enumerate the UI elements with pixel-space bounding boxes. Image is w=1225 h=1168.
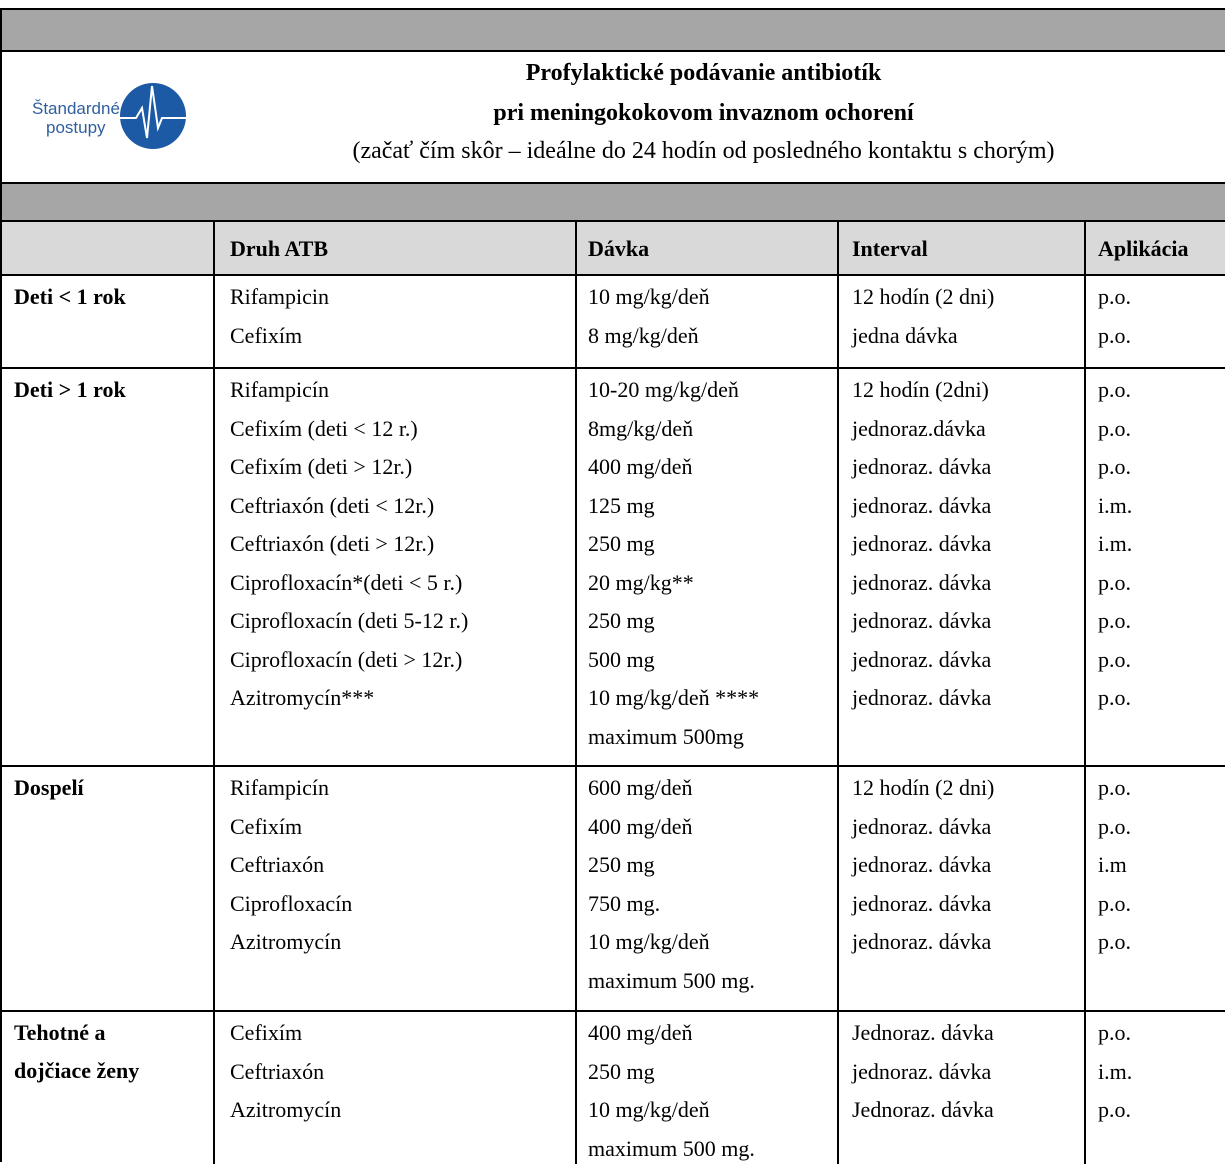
cell-interval: jednoraz. dávka [852, 679, 991, 718]
cell-route: p.o. [1098, 317, 1131, 356]
col-header-dose: Dávka [588, 236, 649, 262]
cell-interval: jednoraz. dávka [852, 846, 991, 885]
cell-route: p.o. [1098, 1091, 1131, 1130]
cell-drug: Rifampicín [230, 769, 329, 808]
col-header-interval: Interval [852, 236, 928, 262]
column-divider [837, 222, 839, 1164]
cell-route: p.o. [1098, 278, 1131, 317]
cell-dose: maximum 500mg [588, 718, 744, 757]
cell-drug: Ceftriaxón [230, 846, 324, 885]
cell-drug: Ciprofloxacín*(deti < 5 r.) [230, 564, 462, 603]
cell-interval: jednoraz. dávka [852, 525, 991, 564]
cell-route: i.m. [1098, 1053, 1132, 1092]
cell-route: p.o. [1098, 448, 1131, 487]
column-divider [1084, 222, 1086, 1164]
cell-interval: 12 hodín (2 dni) [852, 278, 994, 317]
cell-drug: Ceftriaxón (deti < 12r.) [230, 487, 434, 526]
cell-interval: 12 hodín (2dni) [852, 371, 989, 410]
cell-dose: 8mg/kg/deň [588, 410, 693, 449]
cell-route: p.o. [1098, 410, 1131, 449]
cell-route: p.o. [1098, 564, 1131, 603]
cell-drug: Ciprofloxacín [230, 885, 352, 924]
cell-dose: maximum 500 mg. [588, 962, 755, 1001]
cell-dose: 250 mg [588, 525, 655, 564]
column-divider [575, 222, 577, 1164]
logo-text-1: Štandardné [32, 99, 120, 118]
cell-dose: 125 mg [588, 487, 655, 526]
document-frame [0, 8, 1225, 1162]
cell-interval: 12 hodín (2 dni) [852, 769, 994, 808]
column-divider [213, 222, 215, 1164]
cell-interval: jedna dávka [852, 317, 958, 356]
cell-route: p.o. [1098, 769, 1131, 808]
cell-route: i.m [1098, 846, 1127, 885]
cell-dose: 600 mg/deň [588, 769, 693, 808]
cell-drug: Cefixím [230, 1014, 302, 1053]
subtitle: (začať čím skôr – ideálne do 24 hodín od posledného kontaktu s chorým) [182, 138, 1225, 165]
cell-dose: 250 mg [588, 1053, 655, 1092]
cell-interval: jednoraz. dávka [852, 448, 991, 487]
cell-dose: 500 mg [588, 641, 655, 680]
cell-drug: Azitromycín [230, 1091, 341, 1130]
cell-drug: Cefixím [230, 808, 302, 847]
cell-route: p.o. [1098, 641, 1131, 680]
cell-dose: 10-20 mg/kg/deň [588, 371, 739, 410]
cell-route: p.o. [1098, 371, 1131, 410]
cell-dose: maximum 500 mg. [588, 1130, 755, 1168]
cell-route: i.m. [1098, 525, 1132, 564]
cell-drug: Rifampicin [230, 278, 329, 317]
cell-interval: jednoraz. dávka [852, 564, 991, 603]
cell-drug: Ciprofloxacín (deti > 12r.) [230, 641, 462, 680]
cell-interval: jednoraz. dávka [852, 808, 991, 847]
cell-dose: 10 mg/kg/deň [588, 1091, 710, 1130]
group-label: Deti < 1 rok [14, 278, 126, 316]
cell-dose: 400 mg/deň [588, 1014, 693, 1053]
cell-route: p.o. [1098, 923, 1131, 962]
group-divider [2, 1010, 1225, 1012]
cell-drug: Cefixím [230, 317, 302, 356]
cell-drug: Ciprofloxacín (deti 5-12 r.) [230, 602, 468, 641]
cell-interval: jednoraz. dávka [852, 1053, 991, 1092]
mid-gray-band [2, 184, 1225, 220]
cell-dose: 400 mg/deň [588, 808, 693, 847]
cell-dose: 250 mg [588, 602, 655, 641]
cell-dose: 10 mg/kg/deň **** [588, 679, 759, 718]
cell-drug: Ceftriaxón [230, 1053, 324, 1092]
title-line-1: Profylaktické podávanie antibiotík [182, 60, 1225, 87]
cell-drug: Azitromycín*** [230, 679, 374, 718]
cell-interval: jednoraz. dávka [852, 641, 991, 680]
col-header-drug: Druh ATB [230, 236, 328, 262]
group-label: dojčiace ženy [14, 1052, 139, 1090]
document-header [2, 52, 1225, 182]
col-header-route: Aplikácia [1098, 236, 1188, 262]
cell-dose: 8 mg/kg/deň [588, 317, 699, 356]
group-divider [2, 765, 1225, 767]
cell-route: p.o. [1098, 885, 1131, 924]
cell-drug: Rifampicín [230, 371, 329, 410]
cell-interval: jednoraz. dávka [852, 602, 991, 641]
cell-dose: 400 mg/deň [588, 448, 693, 487]
title-line-2: pri meningokokovom invaznom ochorení [182, 100, 1225, 127]
cell-interval: jednoraz.dávka [852, 410, 986, 449]
cell-route: p.o. [1098, 679, 1131, 718]
cell-interval: jednoraz. dávka [852, 487, 991, 526]
cell-interval: jednoraz. dávka [852, 923, 991, 962]
group-label: Deti > 1 rok [14, 371, 126, 409]
cell-interval: Jednoraz. dávka [852, 1091, 994, 1130]
logo-text-2: postupy [46, 118, 106, 137]
cell-route: p.o. [1098, 1014, 1131, 1053]
cell-route: p.o. [1098, 602, 1131, 641]
standardne-postupy-logo [28, 80, 193, 152]
cell-dose: 250 mg [588, 846, 655, 885]
cell-dose: 10 mg/kg/deň [588, 278, 710, 317]
divider [2, 274, 1225, 276]
cell-route: p.o. [1098, 808, 1131, 847]
cell-interval: jednoraz. dávka [852, 885, 991, 924]
top-gray-band [2, 10, 1225, 50]
group-divider [2, 367, 1225, 369]
group-label: Tehotné a [14, 1014, 105, 1052]
cell-drug: Ceftriaxón (deti > 12r.) [230, 525, 434, 564]
cell-drug: Azitromycín [230, 923, 341, 962]
cell-interval: Jednoraz. dávka [852, 1014, 994, 1053]
cell-dose: 10 mg/kg/deň [588, 923, 710, 962]
cell-drug: Cefixím (deti < 12 r.) [230, 410, 418, 449]
cell-drug: Cefixím (deti > 12r.) [230, 448, 412, 487]
group-label: Dospelí [14, 769, 84, 807]
cell-dose: 750 mg. [588, 885, 660, 924]
cell-route: i.m. [1098, 487, 1132, 526]
cell-dose: 20 mg/kg** [588, 564, 694, 603]
